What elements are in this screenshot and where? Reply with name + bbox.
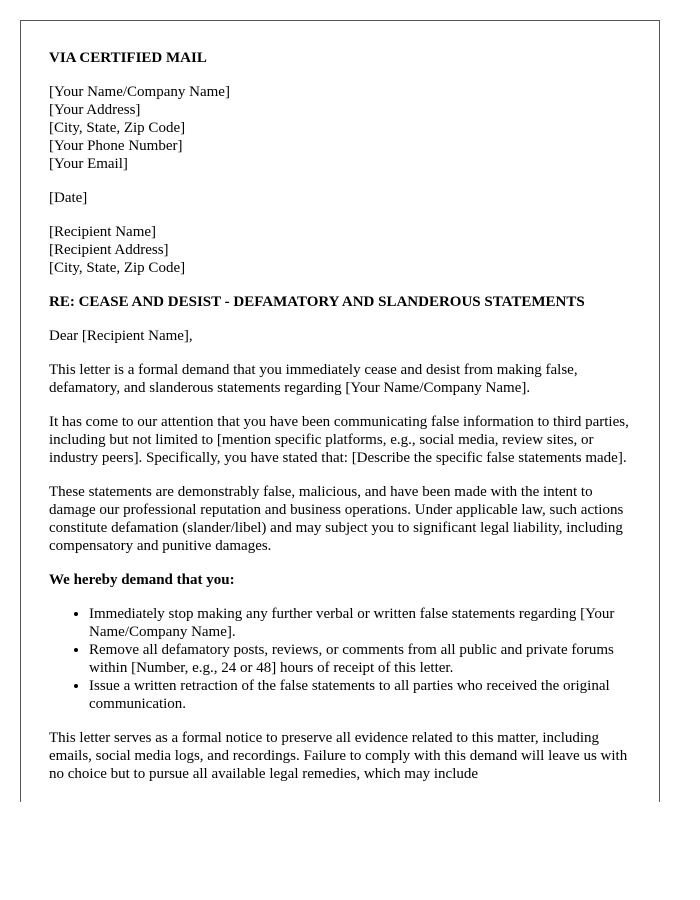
sender-phone: [Your Phone Number] xyxy=(49,138,183,154)
demand-item: • Immediately stop making any further verbal or written false statements regarding [Your Name/Company Name]. xyxy=(89,605,631,641)
delivery-method: VIA CERTIFIED MAIL xyxy=(49,50,207,66)
letter-date: [Date] xyxy=(49,190,88,206)
sender-block xyxy=(49,83,631,173)
paragraph: It has come to our attention that you have been communicating false information to third parties, including but not limited to [mention specific platforms, e.g., social media, review sites, or industry peers]. Specifically, you have stated that: [Describe the specific false statements made]. xyxy=(49,414,629,466)
sender-name: [Your Name/Company Name] xyxy=(49,84,230,100)
recipient-city: [City, State, Zip Code] xyxy=(49,260,186,276)
recipient-block xyxy=(49,223,631,277)
paragraph: These statements are demonstrably false, malicious, and have been made with the intent to damage our professional reputation and business operations. Under applicable law, such actions constitute defamation (slander/libel) and may subject you to significant legal liability, including compensatory and punitive damages. xyxy=(49,484,624,554)
recipient-address: [Recipient Address] xyxy=(49,242,169,258)
demand-list xyxy=(49,605,631,713)
sender-email: [Your Email] xyxy=(49,156,128,172)
demand-item: • Issue a written retraction of the false statements to all parties who received the original communication. xyxy=(89,677,631,713)
demand-item: • Remove all defamatory posts, reviews, or comments from all public and private forums within [Number, e.g., 24 or 48] hours of receipt of this letter. xyxy=(89,641,631,677)
salutation: Dear [Recipient Name], xyxy=(49,328,193,344)
letter-page xyxy=(20,20,660,802)
paragraph: This letter is a formal demand that you immediately cease and desist from making false, defamatory, and slanderous statements regarding [Your Name/Company Name]. xyxy=(49,362,578,396)
subject-line: RE: CEASE AND DESIST - DEFAMATORY AND SLANDEROUS STATEMENTS xyxy=(49,294,585,310)
closing-paragraph: This letter serves as a formal notice to preserve all evidence related to this matter, including emails, social media logs, and recordings. Failure to comply with this demand will leave us with no choice but to pursue all available legal remedies, which may include xyxy=(49,730,628,782)
sender-city: [City, State, Zip Code] xyxy=(49,120,186,136)
recipient-name: [Recipient Name] xyxy=(49,224,157,240)
sender-address: [Your Address] xyxy=(49,102,141,118)
demand-heading: We hereby demand that you: xyxy=(49,572,235,588)
